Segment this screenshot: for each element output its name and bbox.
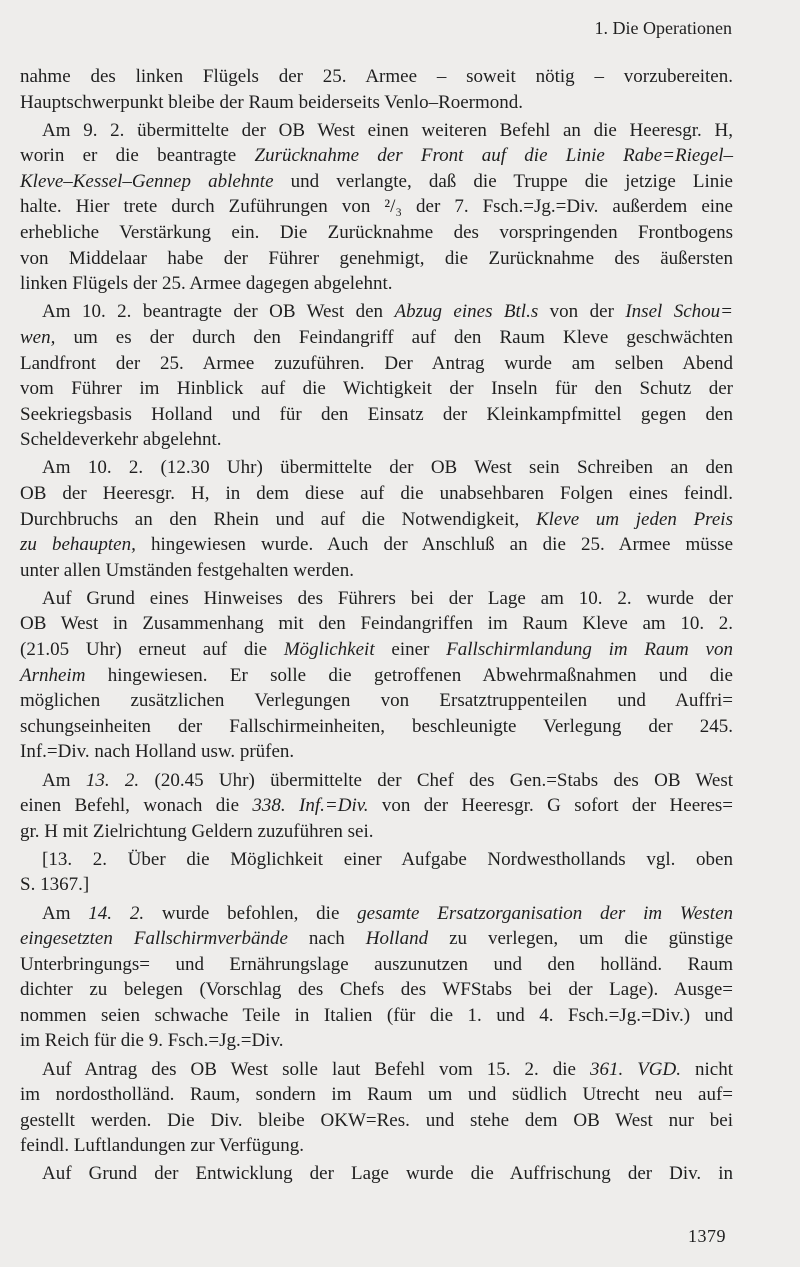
paragraph [20, 1161, 733, 1187]
text-line [20, 90, 733, 116]
text-line [20, 118, 733, 144]
text-segment: wurde befohlen, die [144, 902, 358, 924]
text-segment: OB West in Zusammenhang mit den Feindangriffen im Raum Kleve am 10. 2. [20, 613, 733, 635]
text-segment: worin er die beantragte [20, 145, 255, 167]
text-segment: hingewiesen wurde. Auch der Anschluß an die 25. Armee müsse [135, 534, 734, 556]
text-segment: Am 9. 2. übermittelte der OB West einen weiteren Befehl an die Heeresgr. H, [42, 119, 733, 141]
text-segment: Auf Grund der Entwicklung der Lage wurde die Auffrischung der Div. in [42, 1163, 733, 1185]
italic-text: 361. VGD. [589, 1058, 682, 1080]
page-number: 1379 [688, 1226, 726, 1246]
text-line [20, 1082, 733, 1108]
text-line [20, 952, 733, 978]
text-segment: [13. 2. Über die Möglichkeit einer Aufgabe Nordwesthollands vgl. oben [42, 848, 733, 870]
text-line [20, 663, 733, 689]
text-segment: nommen seien schwache Teile in Italien (für die 1. und 4. Fsch.=Jg.=Div.) und [20, 1004, 733, 1026]
text-line [20, 299, 733, 325]
text-line [20, 611, 733, 637]
text-segment: und verlangte, daß die Truppe die jetzige Linie [273, 170, 733, 192]
italic-text: Kleve um jeden Preis [535, 508, 733, 530]
text-segment: Inf.=Div. nach Holland usw. prüfen. [20, 741, 295, 763]
text-line [20, 739, 733, 765]
running-head: 1. Die Operationen [594, 18, 732, 38]
text-line [20, 847, 733, 873]
text-segment: zu verlegen, um die günstige [428, 928, 734, 950]
italic-text: Insel Schou= [625, 301, 733, 323]
italic-text: Zurücknahme der Front auf die Linie Rabe=Riegel– [254, 145, 734, 167]
text-line [20, 455, 733, 481]
text-segment: linken Flügels der 25. Armee dagegen abgelehnt. [20, 273, 393, 295]
text-segment: von Middelaar habe der Führer genehmigt, die Zurücknahme des äußersten [20, 247, 733, 269]
text-segment: Scheldeverkehr abgelehnt. [20, 429, 222, 451]
text-line [20, 507, 733, 533]
text-segment: Hauptschwerpunkt bleibe der Raum beiderseits Venlo–Roermond. [20, 91, 524, 113]
text-segment: Am [42, 769, 86, 791]
text-segment: S. 1367.] [20, 874, 90, 896]
text-segment: Am 10. 2. beantragte der OB West den [42, 301, 395, 323]
italic-text: gesamte Ersatzorganisation der im Westen [357, 902, 734, 924]
text-line [20, 271, 733, 297]
text-line [20, 194, 733, 220]
text-line [20, 688, 733, 714]
text-segment: von der Heeresgr. G sofort der Heeres= [368, 795, 734, 817]
text-segment: möglichen zusätzlichen Verlegungen von Ersatztruppenteilen und Auffri= [20, 690, 733, 712]
paragraph [20, 847, 733, 898]
text-segment: Seekriegsbasis Holland und für den Einsatz der Kleinkampfmittel gegen den [20, 403, 733, 425]
paragraph [20, 1057, 733, 1159]
paragraph [20, 64, 733, 115]
text-line [20, 246, 733, 272]
text-line [20, 532, 733, 558]
text-segment: einen Befehl, wonach die [20, 795, 253, 817]
text-segment: gr. H mit Zielrichtung Geldern zuzuführen sei. [20, 820, 374, 842]
text-segment: Am [42, 902, 89, 924]
text-segment: (20.45 Uhr) übermittelte der Chef des Gen.=Stabs des OB West [139, 769, 734, 791]
text-segment: dichter zu belegen (Vorschlag des Chefs des WFStabs bei der Lage). Ausge= [20, 979, 733, 1001]
text-segment: gestellt werden. Die Div. bleibe OKW=Res. und stehe dem OB West nur bei [20, 1109, 733, 1131]
italic-text: Möglichkeit [283, 639, 375, 661]
text-line [20, 926, 733, 952]
text-line [20, 637, 733, 663]
text-segment: nicht [681, 1058, 733, 1080]
text-line [20, 1003, 733, 1029]
paragraph [20, 299, 733, 453]
italic-text: eingesetzten Fallschirmverbände [20, 928, 288, 950]
text-line [20, 1057, 733, 1083]
text-line [20, 376, 733, 402]
text-segment: (21.05 Uhr) erneut auf die [20, 639, 284, 661]
text-segment: Durchbruchs an den Rhein und auf die Notwendigkeit, [20, 508, 536, 530]
italic-text: Fallschirmlandung im Raum von [446, 639, 733, 661]
text-segment: Am 10. 2. (12.30 Uhr) übermittelte der OB West sein Schreiben an den [42, 457, 733, 479]
italic-text: Arnheim [20, 664, 86, 686]
text-line [20, 143, 733, 169]
text-segment: einer [374, 639, 447, 661]
text-line [20, 64, 733, 90]
text-segment: nach [287, 928, 366, 950]
text-segment: schungseinheiten der Fallschirmeinheiten, beschleunigte Verlegung der 245. [20, 715, 733, 737]
text-segment: vom Führer im Hinblick auf die Wichtigkeit der Inseln für den Schutz der [20, 378, 733, 400]
italic-text: 13. 2. [85, 769, 140, 791]
text-line [20, 1133, 733, 1159]
paragraph [20, 118, 733, 297]
text-segment: im nordostholländ. Raum, sondern im Raum um und südlich Utrecht neu auf= [20, 1084, 733, 1106]
text-segment: von der [538, 301, 626, 323]
text-segment: OB der Heeresgr. H, in dem diese auf die unabsehbaren Folgen eines feindl. [20, 483, 733, 504]
paragraph [20, 455, 733, 583]
text-line [20, 1028, 733, 1054]
text-segment: Landfront der 25. Armee zuzuführen. Der Antrag wurde am selben Abend [20, 352, 733, 374]
text-segment: hingewiesen. Er solle die getroffenen Abwehrmaßnahmen und die [85, 664, 733, 686]
italic-text: zu behaupten, [20, 534, 136, 556]
text-line [20, 768, 733, 794]
text-segment: erhebliche Verstärkung ein. Die Zurücknahme des vorspringenden Frontbogens [20, 222, 733, 244]
text-line [20, 901, 733, 927]
text-line [20, 819, 733, 845]
italic-text: Holland [365, 928, 429, 950]
text-segment: nahme des linken Flügels der 25. Armee – soweit nötig – vorzubereiten. [20, 66, 733, 87]
text-line [20, 169, 733, 195]
italic-text: wen, [20, 326, 56, 348]
body-text [20, 64, 733, 1190]
text-line [20, 558, 733, 584]
text-line [20, 402, 733, 428]
text-segment: um es der durch den Feindangriff auf den Raum Kleve geschwächten [55, 326, 733, 348]
text-segment: Unterbringungs= und Ernährungslage auszunutzen und den holländ. Raum [20, 953, 733, 975]
text-segment: Auf Grund eines Hinweises des Führers bei der Lage am 10. 2. wurde der [42, 587, 733, 609]
text-segment: unter allen Umständen festgehalten werden. [20, 559, 354, 581]
paragraph [20, 901, 733, 1055]
text-line [20, 481, 733, 507]
text-segment: im Reich für die 9. Fsch.=Jg.=Div. [20, 1030, 284, 1052]
text-line [20, 351, 733, 377]
text-line [20, 977, 733, 1003]
text-line [20, 1108, 733, 1134]
text-line [20, 714, 733, 740]
text-line [20, 1161, 733, 1187]
text-line [20, 793, 733, 819]
text-segment: halte. Hier trete durch Zuführungen von ²/₃ der 7. Fsch.=Jg.=Div. außerdem eine [20, 196, 733, 218]
text-line [20, 325, 733, 351]
text-line [20, 872, 733, 898]
paragraph [20, 586, 733, 765]
paragraph [20, 768, 733, 845]
italic-text: Abzug eines Btl.s [394, 301, 539, 323]
text-line [20, 220, 733, 246]
italic-text: 338. Inf.=Div. [252, 795, 369, 817]
text-segment: Auf Antrag des OB West solle laut Befehl vom 15. 2. die [42, 1058, 590, 1080]
text-segment: feindl. Luftlandungen zur Verfügung. [20, 1135, 305, 1157]
text-line [20, 586, 733, 612]
italic-text: Kleve–Kessel–Gennep ablehnte [20, 170, 274, 192]
italic-text: 14. 2. [88, 902, 145, 924]
text-line [20, 427, 733, 453]
